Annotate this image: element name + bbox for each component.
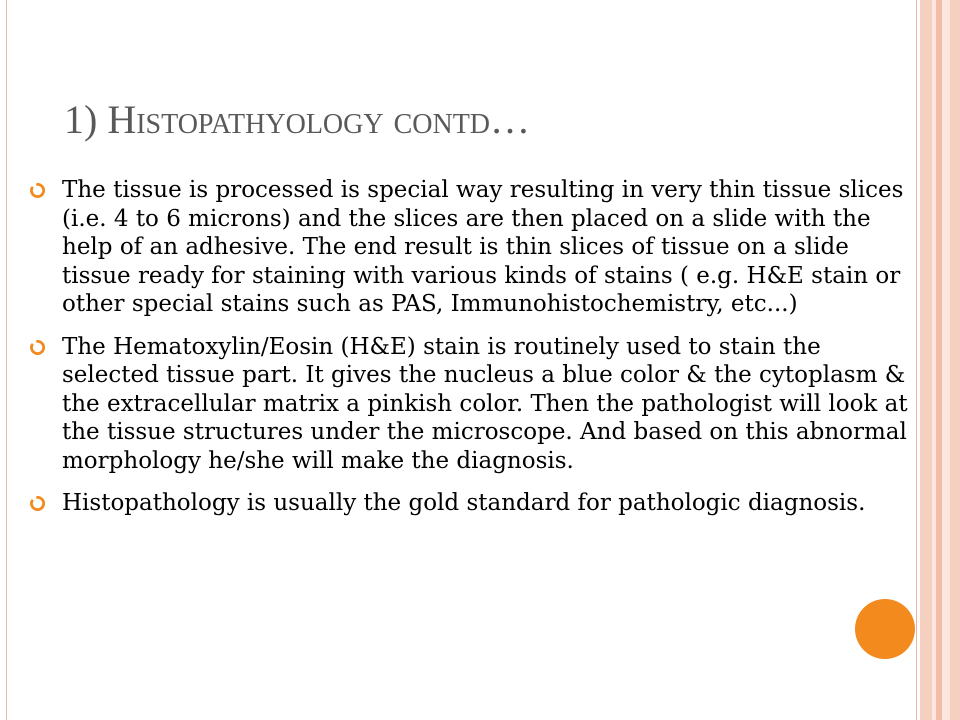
decorative-stripe: [942, 0, 950, 720]
bullet-item: [30, 489, 910, 518]
slide-title: [64, 96, 530, 143]
decorative-stripe: [950, 0, 960, 720]
bullet-text: The Hematoxylin/Eosin (H&E) stain is routinely used to stain the selected tissue part. It gives the nucleus a blue color & the cytoplasm & the extracellular matrix a pinkish color. Then the pathologist will look at the tissue structures under the microscope. And based on this abnormal morphology he/she will make the diagnosis.: [62, 333, 908, 474]
title-text: Histopathyology contd…: [107, 97, 531, 142]
ring-bullet-icon: [30, 340, 45, 355]
orange-circle-decoration: [855, 599, 915, 659]
ring-bullet-icon: [30, 496, 45, 511]
bullet-item: [30, 176, 910, 319]
ring-bullet-icon: [30, 183, 45, 198]
bullet-item: [30, 333, 910, 476]
title-number: 1): [64, 97, 108, 142]
bullet-text: Histopathology is usually the gold standard for pathologic diagnosis.: [62, 490, 866, 516]
bullet-list: [30, 176, 910, 532]
decorative-stripe: [920, 0, 932, 720]
bullet-text: The tissue is processed is special way resulting in very thin tissue slices (i.e. 4 to 6 microns) and the slices are then placed on a slide with the help of an adhesive. The end result is thin slices of tissue on a slide tissue ready for staining with various kinds of stains ( e.g. H&E stain or other special stains such as PAS, Immunohistochemistry, etc...): [62, 177, 904, 317]
